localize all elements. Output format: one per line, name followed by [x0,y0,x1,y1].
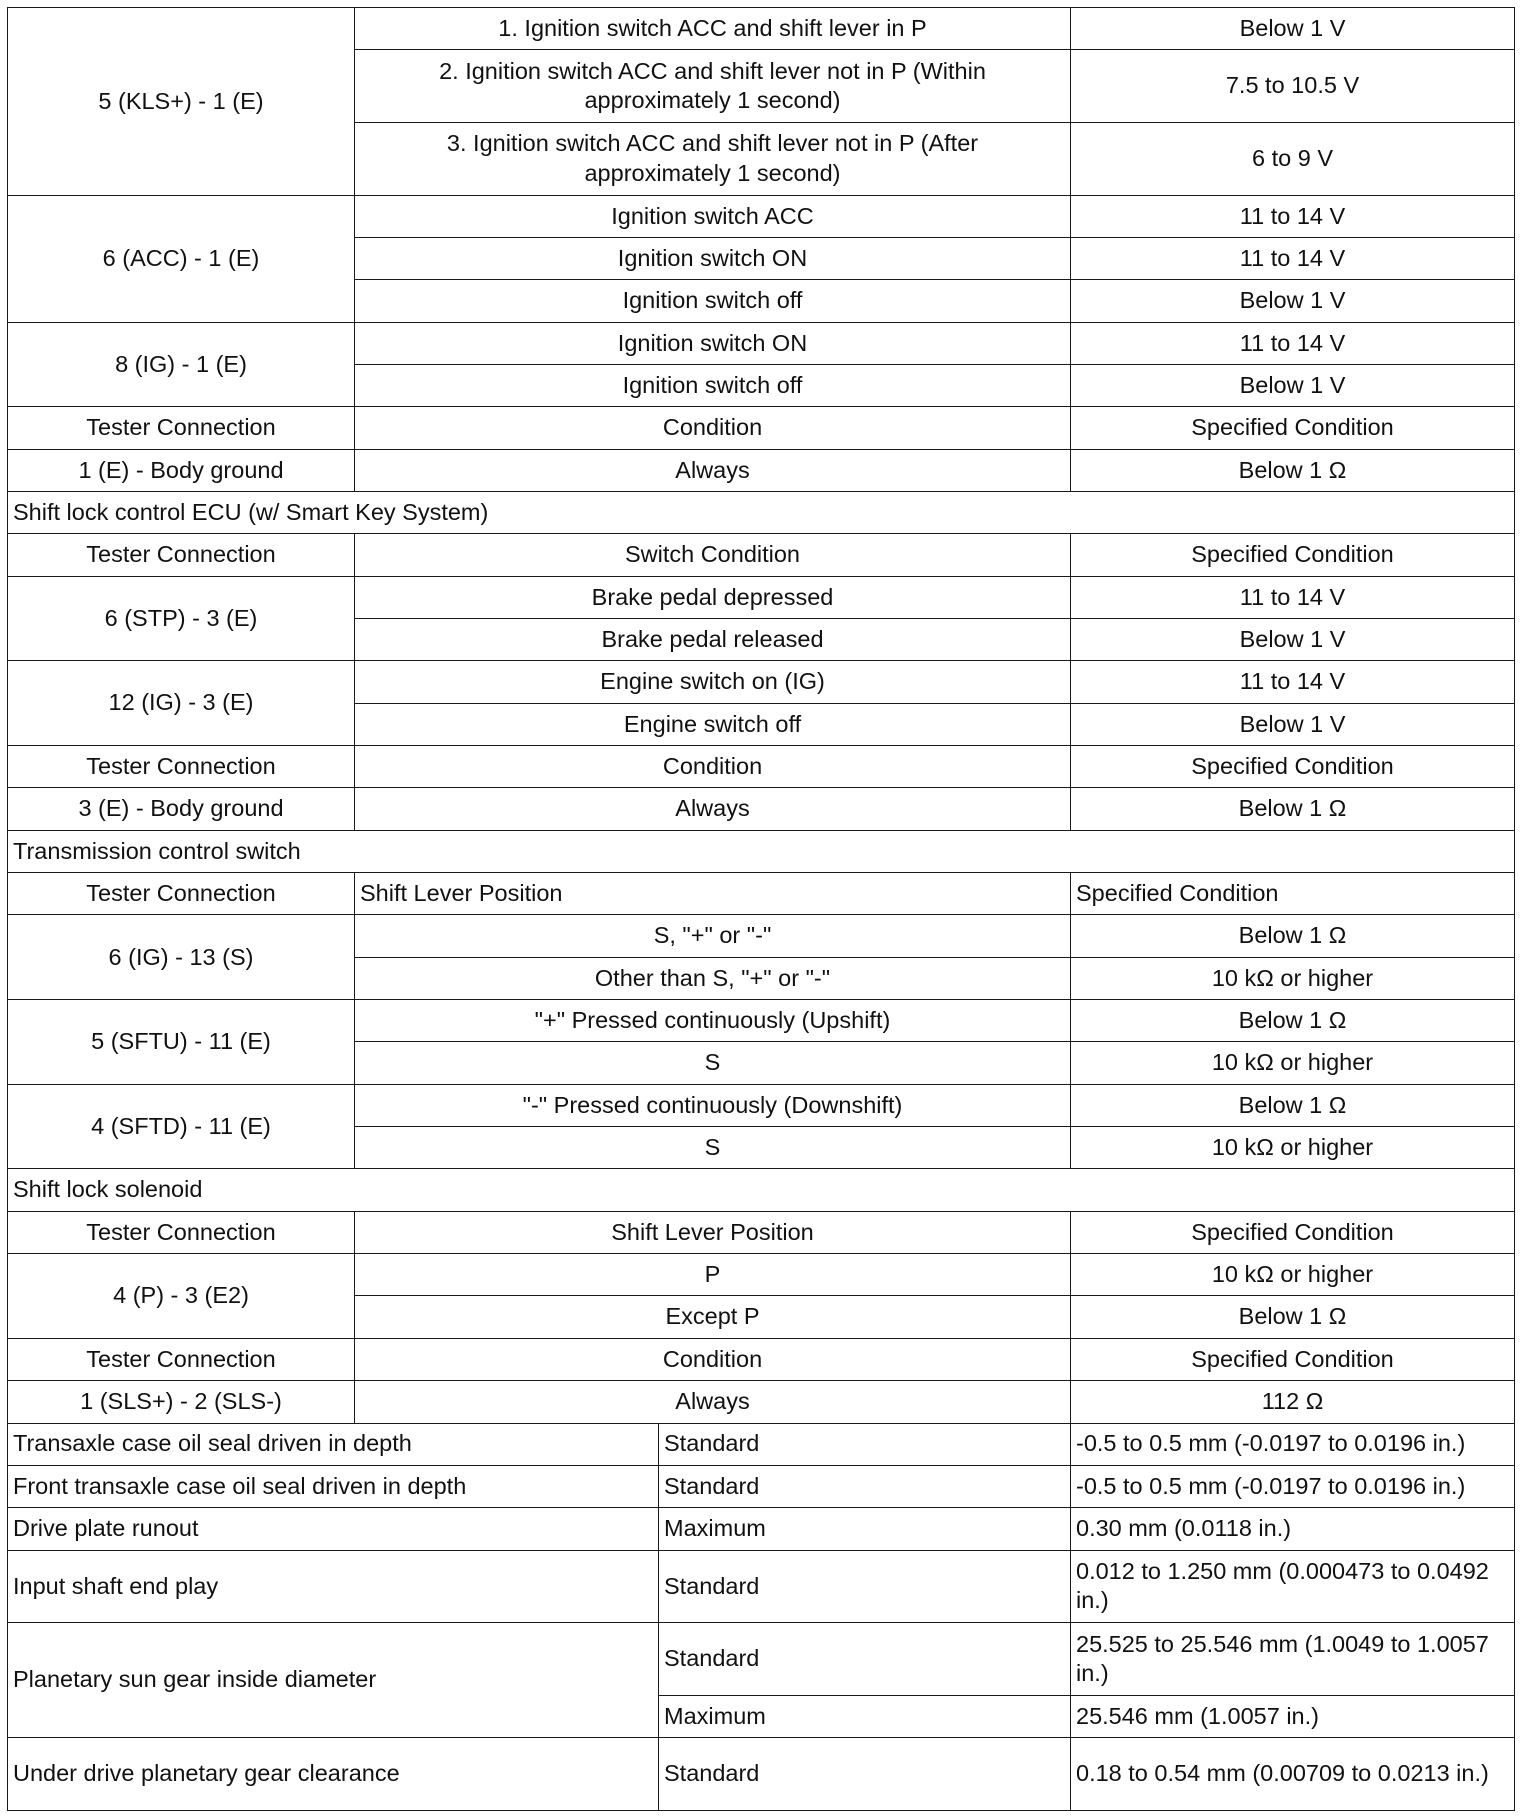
condition-cell: Brake pedal depressed [355,576,1071,618]
column-header: Specified Condition [1071,873,1515,915]
table-row [8,788,1515,830]
table-row [8,1254,1515,1296]
tester-connection-cell: 4 (P) - 3 (E2) [8,1254,355,1339]
column-header: Tester Connection [8,746,355,788]
specified-condition-cell: Below 1 Ω [1071,1000,1515,1042]
condition-cell: "+" Pressed continuously (Upshift) [355,1000,1071,1042]
spec-type: Standard [659,1738,1071,1811]
spec-type: Standard [659,1623,1071,1696]
table-header-row [8,534,1515,576]
spec-type: Standard [659,1465,1071,1507]
specified-condition-cell: Below 1 V [1071,703,1515,745]
condition-cell: Always [355,1381,1071,1423]
specified-condition-cell: Below 1 Ω [1071,788,1515,830]
table-row [8,661,1515,703]
condition-cell: Except P [355,1296,1071,1338]
table-row [8,576,1515,618]
specified-condition-cell: Below 1 Ω [1071,1084,1515,1126]
spec-row [8,1465,1515,1507]
spec-value: 25.525 to 25.546 mm (1.0049 to 1.0057 in.) [1071,1623,1515,1696]
condition-cell: Engine switch off [355,703,1071,745]
condition-cell: 3. Ignition switch ACC and shift lever not in P (After approximately 1 second) [355,122,1071,195]
specified-condition-cell: Below 1 Ω [1071,915,1515,957]
table-header-row [8,1338,1515,1380]
specified-condition-cell: Below 1 Ω [1071,449,1515,491]
section-title-row [8,1169,1515,1211]
table-row [8,322,1515,364]
spec-row [8,1623,1515,1696]
column-header: Specified Condition [1071,1338,1515,1380]
column-header: Specified Condition [1071,1211,1515,1253]
column-header: Specified Condition [1071,534,1515,576]
condition-cell: S [355,1042,1071,1084]
tester-connection-cell: 5 (SFTU) - 11 (E) [8,1000,355,1085]
specified-condition-cell: 11 to 14 V [1071,237,1515,279]
spec-value: -0.5 to 0.5 mm (-0.0197 to 0.0196 in.) [1071,1423,1515,1465]
tester-connection-cell: 6 (ACC) - 1 (E) [8,195,355,322]
column-header: Condition [355,746,1071,788]
condition-cell: Ignition switch ON [355,237,1071,279]
specified-condition-cell: Below 1 V [1071,618,1515,660]
spec-type: Standard [659,1550,1071,1623]
column-header: Switch Condition [355,534,1071,576]
specified-condition-cell: 11 to 14 V [1071,322,1515,364]
condition-cell: 1. Ignition switch ACC and shift lever in P [355,8,1071,50]
spec-value: 0.30 mm (0.0118 in.) [1071,1508,1515,1550]
spec-row [8,1508,1515,1550]
column-header: Specified Condition [1071,407,1515,449]
spec-value: 25.546 mm (1.0057 in.) [1071,1695,1515,1737]
tester-connection-cell: 5 (KLS+) - 1 (E) [8,8,355,196]
tester-connection-cell: 6 (IG) - 13 (S) [8,915,355,1000]
specified-condition-cell: Below 1 V [1071,280,1515,322]
condition-cell: Always [355,788,1071,830]
condition-cell: Ignition switch off [355,364,1071,406]
tester-connection-cell: 3 (E) - Body ground [8,788,355,830]
specified-condition-cell: 10 kΩ or higher [1071,957,1515,999]
condition-cell: Always [355,449,1071,491]
condition-cell: S, "+" or "-" [355,915,1071,957]
spec-row [8,1738,1515,1811]
column-header: Shift Lever Position [355,1211,1071,1253]
specified-condition-cell: 10 kΩ or higher [1071,1254,1515,1296]
spec-item: Input shaft end play [8,1550,659,1623]
specified-condition-cell: 11 to 14 V [1071,661,1515,703]
table-row [8,1000,1515,1042]
specified-condition-cell: 11 to 14 V [1071,195,1515,237]
condition-cell: Brake pedal released [355,618,1071,660]
tester-connection-cell: 4 (SFTD) - 11 (E) [8,1084,355,1169]
column-header: Condition [355,1338,1071,1380]
spec-type: Standard [659,1423,1071,1465]
column-header: Tester Connection [8,407,355,449]
table-row [8,8,1515,50]
spec-row [8,1550,1515,1623]
table-row [8,1084,1515,1126]
column-header: Specified Condition [1071,746,1515,788]
column-header: Shift Lever Position [355,873,1071,915]
specification-table [7,7,1515,1811]
section-title: Transmission control switch [8,830,1515,872]
specified-condition-cell: 112 Ω [1071,1381,1515,1423]
specified-condition-cell: 11 to 14 V [1071,576,1515,618]
spec-item: Under drive planetary gear clearance [8,1738,659,1811]
table-header-row [8,1211,1515,1253]
spec-item: Transaxle case oil seal driven in depth [8,1423,659,1465]
specified-condition-cell: 6 to 9 V [1071,122,1515,195]
section-title-row [8,830,1515,872]
specified-condition-cell: Below 1 Ω [1071,1296,1515,1338]
tester-connection-cell: 1 (SLS+) - 2 (SLS-) [8,1381,355,1423]
tester-connection-cell: 12 (IG) - 3 (E) [8,661,355,746]
tester-connection-cell: 8 (IG) - 1 (E) [8,322,355,407]
spec-type: Maximum [659,1695,1071,1737]
condition-cell: S [355,1127,1071,1169]
spec-row [8,1423,1515,1465]
section-title: Shift lock control ECU (w/ Smart Key System) [8,491,1515,533]
spec-value: 0.012 to 1.250 mm (0.000473 to 0.0492 in.) [1071,1550,1515,1623]
specified-condition-cell: 10 kΩ or higher [1071,1042,1515,1084]
tester-connection-cell: 1 (E) - Body ground [8,449,355,491]
table-row [8,1381,1515,1423]
table-row [8,915,1515,957]
table-row [8,449,1515,491]
table-header-row [8,873,1515,915]
column-header: Tester Connection [8,534,355,576]
spec-value: -0.5 to 0.5 mm (-0.0197 to 0.0196 in.) [1071,1465,1515,1507]
condition-cell: "-" Pressed continuously (Downshift) [355,1084,1071,1126]
condition-cell: Other than S, "+" or "-" [355,957,1071,999]
condition-cell: Engine switch on (IG) [355,661,1071,703]
table-row [8,195,1515,237]
specified-condition-cell: Below 1 V [1071,364,1515,406]
spec-item: Planetary sun gear inside diameter [8,1623,659,1738]
spec-item: Front transaxle case oil seal driven in depth [8,1465,659,1507]
specified-condition-cell: 10 kΩ or higher [1071,1127,1515,1169]
condition-cell: Ignition switch ACC [355,195,1071,237]
spec-type: Maximum [659,1508,1071,1550]
column-header: Tester Connection [8,1211,355,1253]
section-title-row [8,491,1515,533]
column-header: Condition [355,407,1071,449]
column-header: Tester Connection [8,1338,355,1380]
spec-value: 0.18 to 0.54 mm (0.00709 to 0.0213 in.) [1071,1738,1515,1811]
condition-cell: P [355,1254,1071,1296]
condition-cell: Ignition switch ON [355,322,1071,364]
specified-condition-cell: Below 1 V [1071,8,1515,50]
section-title: Shift lock solenoid [8,1169,1515,1211]
specified-condition-cell: 7.5 to 10.5 V [1071,50,1515,123]
table-header-row [8,746,1515,788]
table-header-row [8,407,1515,449]
tester-connection-cell: 6 (STP) - 3 (E) [8,576,355,661]
column-header: Tester Connection [8,873,355,915]
condition-cell: Ignition switch off [355,280,1071,322]
condition-cell: 2. Ignition switch ACC and shift lever not in P (Within approximately 1 second) [355,50,1071,123]
spec-item: Drive plate runout [8,1508,659,1550]
